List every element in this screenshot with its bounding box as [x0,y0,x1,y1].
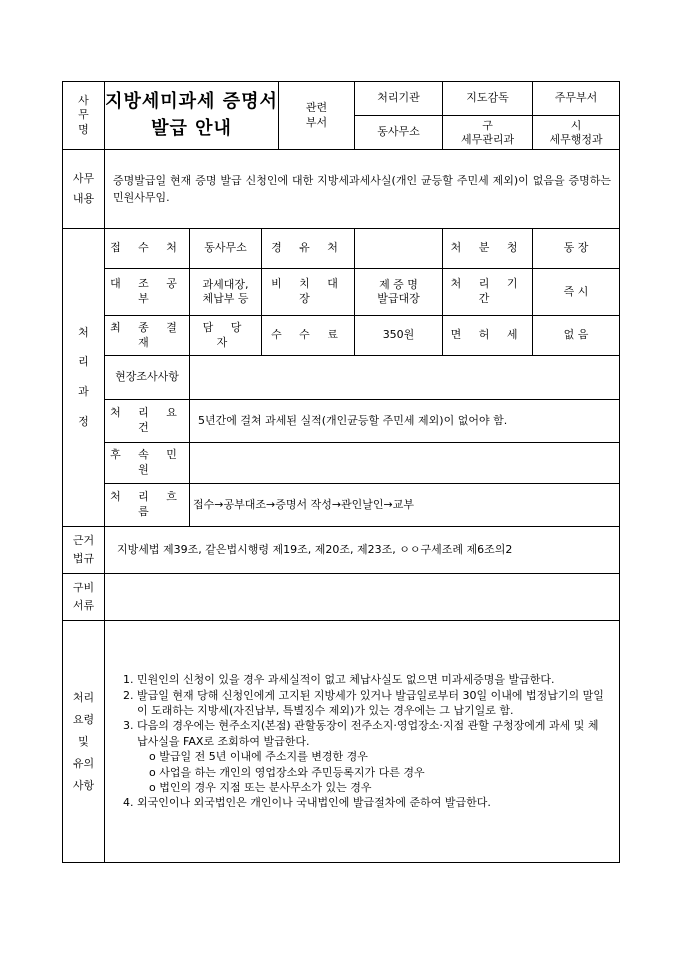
row1-cell-4 [355,229,443,269]
onsite-survey-label: 현장조사사항 [105,356,190,400]
flow-label: 처 리 흐 름 [105,484,190,527]
note-sub-2: o 사업을 하는 개인의 영업장소와 주민등록지가 다른 경우 [149,765,605,780]
docs-text [105,574,620,621]
row2-cell-5: 처 리 기 간 [443,269,533,316]
row3-cell-2: 담 당 자 [190,316,262,356]
note-item-3 [137,718,605,795]
row2-cell-4: 제 증 명 발급대장 [355,269,443,316]
col-supervision: 지도감독 [443,82,533,116]
notes-label: 처리 요령 및 유의 사항 [63,621,105,863]
row3-cell-3: 수 수 료 [262,316,355,356]
follow-up-label: 후 속 민 원 [105,443,190,484]
row1-cell-3: 경 유 처 [262,229,355,269]
guide-form-table [62,81,620,863]
requirement-label: 처 리 요 건 [105,400,190,443]
col-main-dept: 주무부서 [533,82,620,116]
title-line1: 지방세미과세 증명서 [105,91,278,113]
law-text: 지방세법 제39조, 같은법시행령 제19조, 제20조, 제23조, ㅇㅇ구세조례 제6조의2 [105,527,620,574]
row2-cell-2: 과세대장, 체납부 등 [190,269,262,316]
row3-cell-4: 350원 [355,316,443,356]
row3-cell-6: 없 음 [533,316,620,356]
row1-cell-6: 동 장 [533,229,620,269]
row1-cell-2: 동사무소 [190,229,262,269]
docs-label: 구비 서류 [63,574,105,621]
note-sub-1: o 발급일 전 5년 이내에 주소지를 변경한 경우 [149,749,605,764]
law-label: 근거 법규 [63,527,105,574]
row2-cell-1: 대 조 공 부 [105,269,190,316]
row3-cell-5: 면 허 세 [443,316,533,356]
note-sub-3: o 법인의 경우 지점 또는 분사무소가 있는 경우 [149,780,605,795]
handling-agency-value: 동사무소 [355,116,443,150]
note-item-4: 4. 외국인이나 외국법인은 개인이나 국내법인에 발급절차에 준하여 발급한다. [137,795,605,810]
onsite-survey-value [190,356,620,400]
work-content-label: 사무 내용 [63,150,105,229]
title-line2: 발급 안내 [151,117,232,139]
note-item-3-text: 다음의 경우에는 현주소지(본점) 관할동장이 전주소지·영업장소·지점 관할 구청장에게 과세 및 체납사실을 FAX로 조회하여 발급한다. [137,719,599,748]
note-item-2: 2. 발급일 현재 당해 신청인에게 고지된 지방세가 있거나 발급일로부터 30일 이내에 법정납기의 말일이 도래하는 지방세(자진납부, 특별징수 제외)가 있는 경우에는 그 납기일로 함. [137,688,605,719]
row2-cell-3: 비 치 대 장 [262,269,355,316]
notes-content [105,621,620,863]
row3-cell-1: 최 종 결 재 [105,316,190,356]
row2-cell-6: 즉 시 [533,269,620,316]
side-label-office: 사 무 명 [63,82,105,150]
row1-cell-1: 접 수 처 [105,229,190,269]
requirement-value: 5년간에 걸쳐 과세된 실적(개인균등할 주민세 제외)이 없어야 함. [190,400,620,443]
process-label: 처 리 과 정 [63,229,105,527]
main-dept-value: 시 세무행정과 [533,116,620,150]
col-handling-agency: 처리기관 [355,82,443,116]
work-content-text: 증명발급일 현재 증명 발급 신청인에 대한 지방세과세사실(개인 균등할 주민세 제외)이 없음을 증명하는 민원사무임. [105,150,620,229]
flow-value: 접수→공부대조→증명서 작성→관인날인→교부 [190,484,620,527]
related-dept-label: 관련 부서 [279,82,355,150]
follow-up-value [190,443,620,484]
document-title [105,82,279,150]
row1-cell-5: 처 분 청 [443,229,533,269]
supervision-value: 구 세무관리과 [443,116,533,150]
note-item-1: 1. 민원인의 신청이 있을 경우 과세실적이 없고 체납사실도 없으면 미과세증명을 발급한다. [137,672,605,687]
